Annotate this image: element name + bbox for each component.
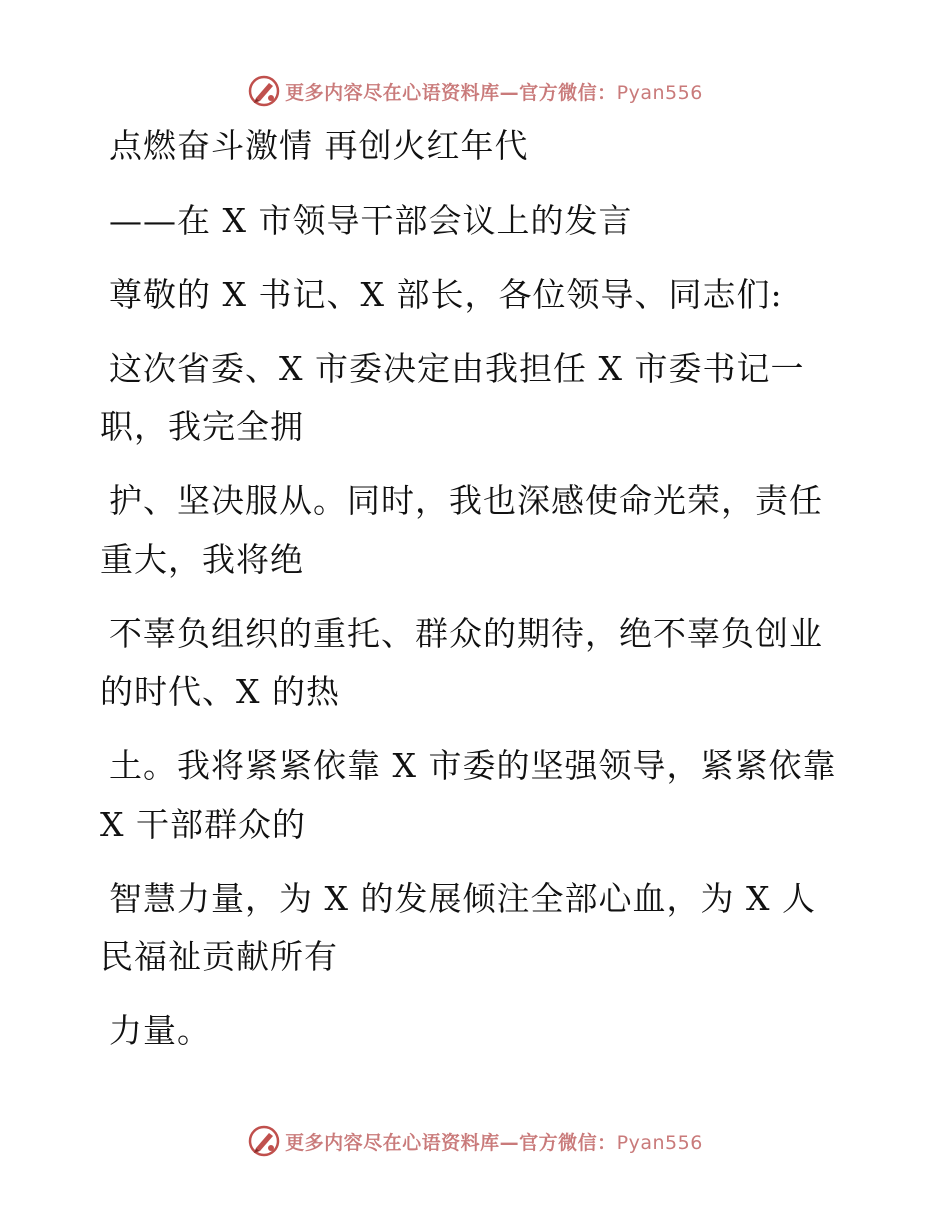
body-line: 重大，我将绝 — [100, 540, 304, 579]
footer-watermark — [0, 1121, 950, 1161]
body-line: 土。我将紧紧依靠 X 市委的坚强领导，紧紧依靠 — [109, 746, 837, 785]
body-line: 这次省委、X 市委决定由我担任 X 市委书记一 — [109, 349, 805, 388]
document-subtitle: ——在 X 市领导干部会议上的发言 — [109, 201, 633, 240]
watermark-text: 更多内容尽在心语资料库—官方微信：Pyan556 — [285, 1131, 703, 1154]
body-line: 职，我完全拥 — [100, 407, 304, 446]
pen-logo-icon — [247, 74, 281, 108]
watermark-text: 更多内容尽在心语资料库—官方微信：Pyan556 — [285, 81, 703, 104]
body-line: X 干部群众的 — [100, 805, 306, 844]
body-line: 民福祉贡献所有 — [100, 937, 338, 976]
body-line: 力量。 — [109, 1011, 211, 1050]
body-line: 智慧力量，为 X 的发展倾注全部心血，为 X 人 — [109, 879, 816, 918]
pen-logo-icon — [247, 1124, 281, 1158]
salutation: 尊敬的 X 书记、X 部长，各位领导、同志们: — [109, 275, 783, 314]
header-watermark — [0, 71, 950, 111]
body-line: 护、坚决服从。同时，我也深感使命光荣，责任 — [109, 481, 823, 520]
body-line: 不辜负组织的重托、群众的期待，绝不辜负创业 — [109, 614, 823, 653]
document-title: 点燃奋斗激情 再创火红年代 — [109, 126, 529, 165]
body-line: 的时代、X 的热 — [100, 672, 340, 711]
